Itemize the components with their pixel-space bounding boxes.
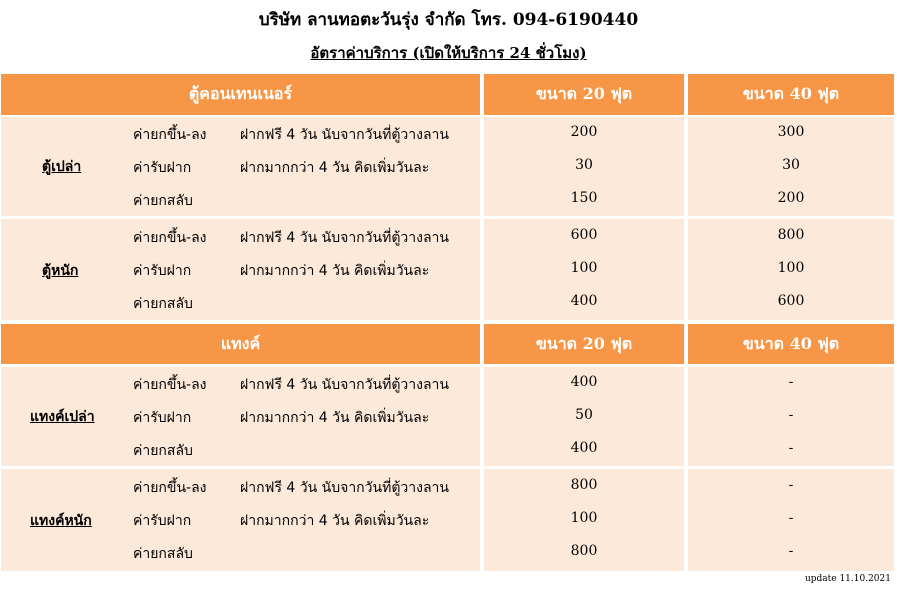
price-40ft: 800	[777, 227, 805, 243]
price-20ft: 200	[570, 124, 598, 140]
fee-label: ค่ายกขึ้น-ลง	[133, 127, 207, 143]
price-20ft: 100	[570, 260, 598, 276]
price-20ft: 600	[570, 227, 598, 243]
fee-note: ฝากฟรี 4 วัน นับจากวันที่ตู้วางลาน	[240, 127, 449, 143]
fee-label: ค่ายกขึ้น-ลง	[133, 377, 207, 393]
price-40ft: -	[788, 543, 794, 559]
price-40ft: 200	[777, 190, 805, 206]
fee-note: ฝากฟรี 4 วัน นับจากวันที่ตู้วางลาน	[240, 377, 449, 393]
fee-label: ค่ารับฝาก	[133, 513, 192, 529]
price-20ft: 800	[570, 477, 598, 493]
fee-note: ฝากมากกว่า 4 วัน คิดเพิ่มวันละ	[240, 410, 430, 426]
column-header-40ft: ขนาด 40 ฟุต	[688, 74, 894, 115]
group-name-empty-tank: แทงค์เปล่า	[30, 409, 95, 425]
price-40ft: -	[788, 374, 794, 390]
fee-label: ค่ารับฝาก	[133, 160, 192, 176]
price-20ft: 400	[570, 293, 598, 309]
group-name-empty-container: ตู้เปล่า	[42, 159, 82, 175]
fee-label: ค่ารับฝาก	[133, 410, 192, 426]
price-20ft: 800	[570, 543, 598, 559]
update-date: update 11.10.2021	[804, 574, 891, 584]
price-40ft: 30	[782, 157, 800, 173]
fee-note: ฝากฟรี 4 วัน นับจากวันที่ตู้วางลาน	[240, 480, 449, 496]
column-header-20ft: ขนาด 20 ฟุต	[484, 324, 684, 364]
price-40ft: 100	[777, 260, 805, 276]
fee-label: ค่ายกสลับ	[133, 296, 193, 312]
fee-note: ฝากมากกว่า 4 วัน คิดเพิ่มวันละ	[240, 513, 430, 529]
fee-label: ค่ายกสลับ	[133, 443, 193, 459]
price-40ft: -	[788, 407, 794, 423]
price-20ft: 400	[570, 374, 598, 390]
price-20ft: 30	[575, 157, 593, 173]
section-header-container: ตู้คอนเทนเนอร์	[1, 74, 480, 115]
fee-label: ค่ายกขึ้น-ลง	[133, 230, 207, 246]
price-20ft: 50	[575, 407, 593, 423]
price-40ft: 600	[777, 293, 805, 309]
fee-note: ฝากฟรี 4 วัน นับจากวันที่ตู้วางลาน	[240, 230, 449, 246]
column-header-40ft: ขนาด 40 ฟุต	[688, 324, 894, 364]
price-20ft: 100	[570, 510, 598, 526]
fee-label: ค่ายกสลับ	[133, 193, 193, 209]
price-20ft: 400	[570, 440, 598, 456]
price-20ft: 150	[570, 190, 598, 206]
rate-subtitle: อัตราค่าบริการ (เปิดให้บริการ 24 ชั่วโมง)	[310, 44, 587, 62]
price-40ft: -	[788, 440, 794, 456]
fee-note: ฝากมากกว่า 4 วัน คิดเพิ่มวันละ	[240, 263, 430, 279]
fee-note: ฝากมากกว่า 4 วัน คิดเพิ่มวันละ	[240, 160, 430, 176]
group-name-loaded-container: ตู้หนัก	[42, 263, 79, 279]
company-title: บริษัท ลานทอตะวันรุ่ง จำกัด โทร. 094-6190440	[258, 10, 639, 30]
price-40ft: -	[788, 477, 794, 493]
price-40ft: -	[788, 510, 794, 526]
price-40ft: 300	[777, 124, 805, 140]
fee-label: ค่ายกขึ้น-ลง	[133, 480, 207, 496]
group-name-loaded-tank: แทงค์หนัก	[30, 513, 92, 529]
column-header-20ft: ขนาด 20 ฟุต	[484, 74, 684, 115]
fee-label: ค่ารับฝาก	[133, 263, 192, 279]
section-header-tank: แทงค์	[1, 324, 480, 364]
fee-label: ค่ายกสลับ	[133, 546, 193, 562]
